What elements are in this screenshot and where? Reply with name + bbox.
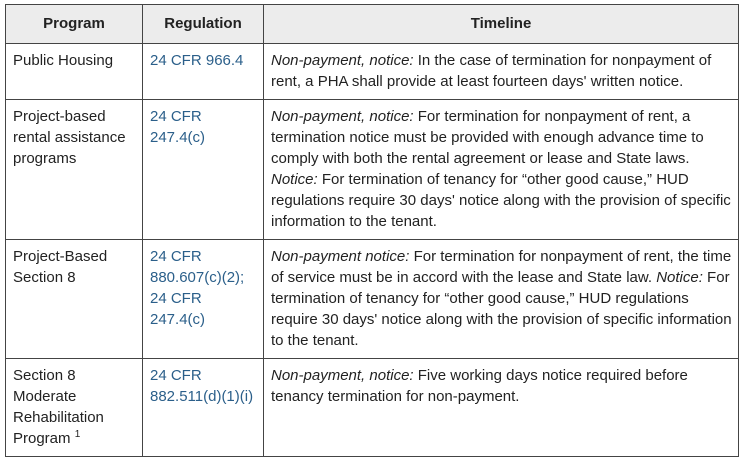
timeline-label: Non-payment, notice: bbox=[271, 52, 414, 69]
program-name: Project-based rental assistance programs bbox=[13, 108, 126, 167]
regulation-table-container bbox=[5, 4, 739, 457]
header-timeline: Timeline bbox=[264, 5, 739, 44]
regulation-link[interactable]: 24 CFR 880.607(c)(2); bbox=[150, 248, 245, 286]
timeline-cell bbox=[264, 100, 739, 240]
header-regulation: Regulation bbox=[143, 5, 264, 44]
timeline-label: Notice: bbox=[271, 171, 318, 188]
regulation-table bbox=[5, 4, 739, 457]
program-cell bbox=[6, 240, 143, 359]
timeline-label: Notice: bbox=[656, 269, 703, 286]
timeline-label: Non-payment, notice: bbox=[271, 367, 414, 384]
timeline-cell bbox=[264, 240, 739, 359]
regulation-link[interactable]: 24 CFR 247.4(c) bbox=[150, 290, 206, 328]
timeline-text: In the case of termination for nonpayment of rent, a PHA shall provide at least fourteen days' written notice. bbox=[271, 52, 712, 90]
regulation-link[interactable]: 24 CFR 247.4(c) bbox=[150, 108, 206, 146]
regulation-cell bbox=[143, 44, 264, 100]
program-name: Public Housing bbox=[13, 52, 114, 69]
table-row bbox=[6, 44, 739, 100]
timeline-cell bbox=[264, 359, 739, 457]
regulation-link[interactable]: 24 CFR 966.4 bbox=[150, 52, 244, 69]
program-cell bbox=[6, 44, 143, 100]
timeline-label: Non-payment notice: bbox=[271, 248, 410, 265]
program-name: Project-Based Section 8 bbox=[13, 248, 108, 286]
regulation-cell bbox=[143, 100, 264, 240]
regulation-cell bbox=[143, 359, 264, 457]
table-row bbox=[6, 100, 739, 240]
timeline-cell bbox=[264, 44, 739, 100]
program-name: Section 8 Moderate Rehabilitation Program bbox=[13, 367, 104, 447]
regulation-cell bbox=[143, 240, 264, 359]
timeline-text: For termination for nonpayment of rent, a termination notice must be provided with enough advance time to comply with both the rental agreement or lease and State laws. bbox=[271, 108, 704, 167]
table-row bbox=[6, 359, 739, 457]
regulation-link[interactable]: 24 CFR 882.511(d)(1)(i) bbox=[150, 367, 254, 405]
timeline-text: For termination for nonpayment of rent, the time of service must be in accord with the lease and State law. bbox=[271, 248, 732, 286]
program-cell bbox=[6, 359, 143, 457]
timeline-label: Non-payment, notice: bbox=[271, 108, 414, 125]
timeline-text: For termination of tenancy for “other good cause,” HUD regulations require 30 days' notice along with the provision of specific information to the tenant. bbox=[271, 269, 732, 349]
timeline-text: For termination of tenancy for “other good cause,” HUD regulations require 30 days' notice along with the provision of specific information to the tenant. bbox=[271, 171, 731, 230]
footnote-marker[interactable]: 1 bbox=[74, 429, 81, 440]
program-cell bbox=[6, 100, 143, 240]
header-program: Program bbox=[6, 5, 143, 44]
timeline-text: Five working days notice required before tenancy termination for non-payment. bbox=[271, 367, 688, 405]
table-header-row bbox=[6, 5, 739, 44]
table-row bbox=[6, 240, 739, 359]
